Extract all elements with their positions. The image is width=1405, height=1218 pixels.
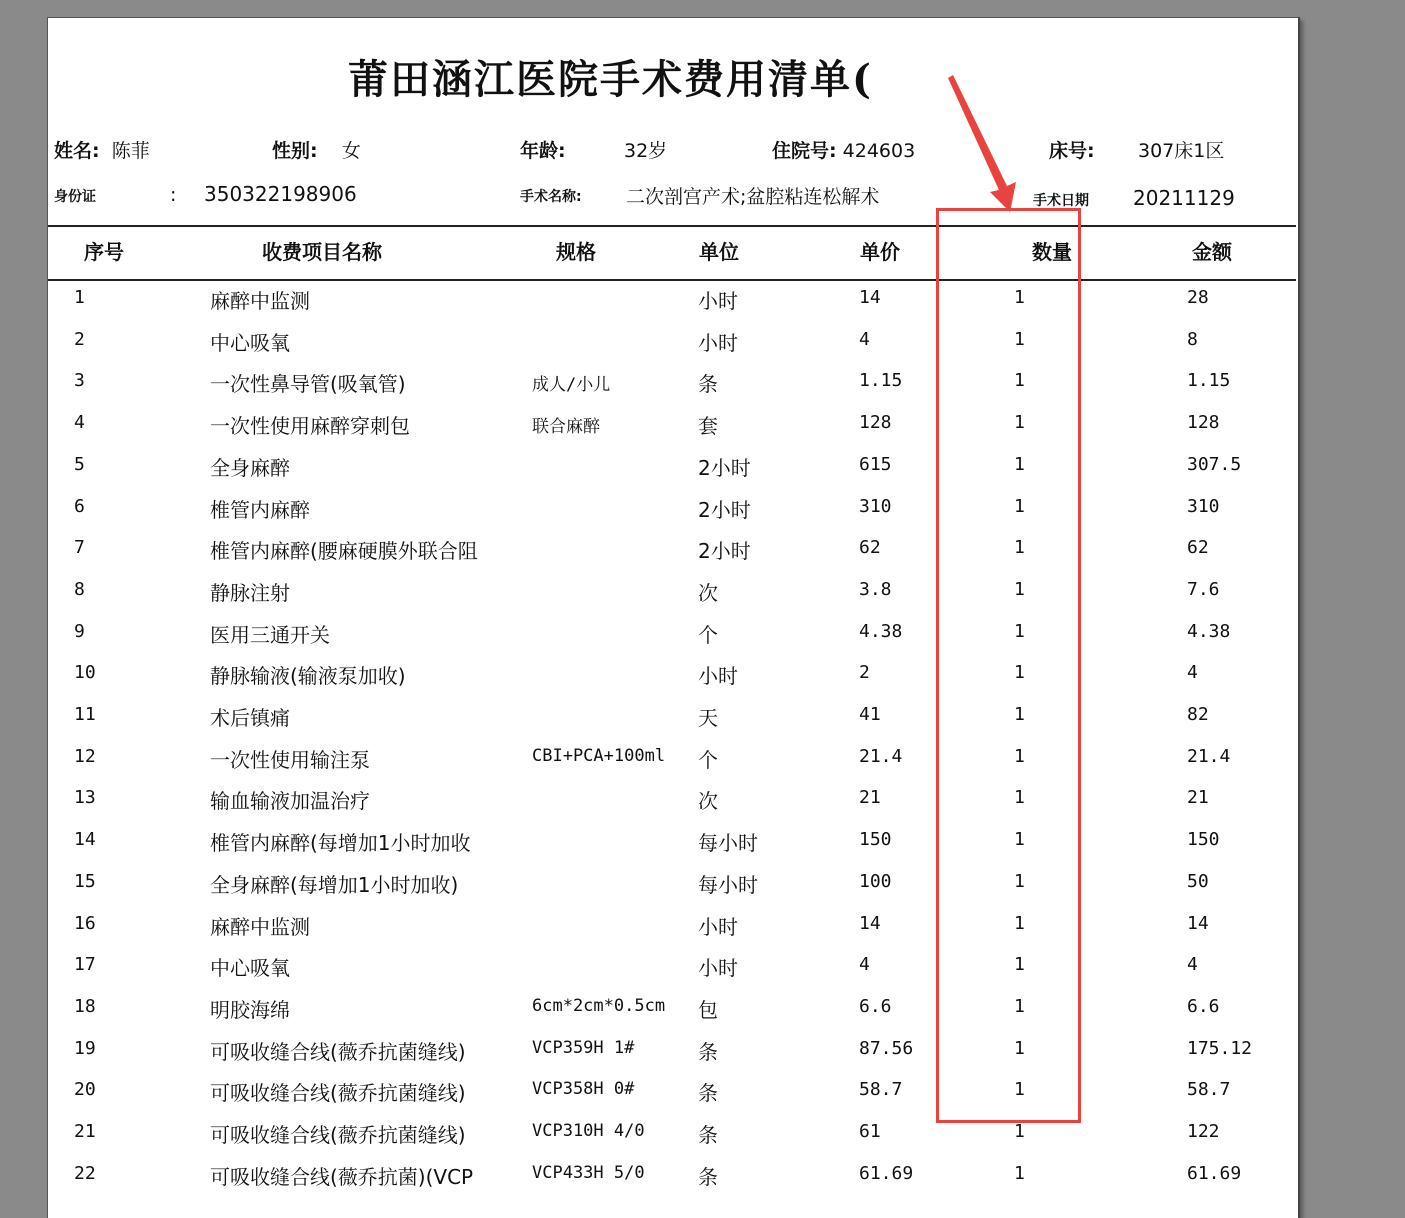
col-header-amount: 金额 bbox=[1192, 240, 1232, 264]
cell-name: 输血输液加温治疗 bbox=[210, 789, 370, 814]
cell-unit: 次 bbox=[698, 580, 718, 605]
cell-qty: 1 bbox=[1014, 870, 1025, 892]
cell-name: 椎管内麻醉(腰麻硬膜外联合阻 bbox=[210, 539, 478, 564]
cell-price: 310 bbox=[859, 495, 892, 517]
cell-name: 可吸收缝合线(薇乔抗菌缝线) bbox=[210, 1081, 466, 1106]
age-value: 32岁 bbox=[624, 140, 668, 162]
col-header-price: 单价 bbox=[860, 240, 900, 264]
cell-unit: 2小时 bbox=[698, 497, 751, 522]
bed-field bbox=[1049, 136, 1095, 163]
cell-name: 一次性使用输注泵 bbox=[210, 747, 370, 772]
cell-unit: 每小时 bbox=[698, 872, 758, 897]
cell-qty: 1 bbox=[1014, 1162, 1025, 1184]
cell-qty: 1 bbox=[1014, 537, 1025, 559]
cell-unit: 条 bbox=[698, 1164, 718, 1189]
col-header-unit: 单位 bbox=[699, 240, 739, 264]
cell-no: 11 bbox=[74, 704, 96, 725]
cell-unit: 套 bbox=[698, 414, 718, 439]
admission-label: 住院号: bbox=[772, 140, 837, 162]
surgery-date-label: 手术日期 bbox=[1033, 193, 1089, 209]
cell-no: 10 bbox=[74, 662, 96, 684]
surgery-date-value: 20211129 bbox=[1133, 186, 1235, 210]
cell-amount: 8 bbox=[1187, 328, 1198, 350]
cell-qty: 1 bbox=[1014, 453, 1025, 475]
cell-unit: 个 bbox=[698, 622, 718, 647]
cell-name: 静脉输液(输液泵加收) bbox=[210, 664, 406, 689]
surgery-label: 手术名称: bbox=[520, 189, 582, 205]
cell-name: 麻醉中监测 bbox=[210, 914, 310, 939]
admission-field bbox=[772, 136, 915, 163]
cell-amount: 122 bbox=[1187, 1121, 1220, 1142]
table-row bbox=[48, 404, 1296, 446]
cell-unit: 条 bbox=[698, 1081, 718, 1106]
table-row bbox=[48, 654, 1296, 696]
table-row bbox=[48, 696, 1296, 738]
cell-no: 17 bbox=[74, 954, 96, 976]
cell-amount: 62 bbox=[1187, 537, 1209, 559]
cell-unit: 小时 bbox=[698, 289, 738, 313]
cell-amount: 307.5 bbox=[1187, 453, 1242, 475]
cell-amount: 1.15 bbox=[1187, 370, 1231, 392]
table-row bbox=[48, 446, 1296, 488]
cell-unit: 小时 bbox=[698, 956, 738, 981]
gender-label: 性别: bbox=[272, 140, 318, 162]
cell-qty: 1 bbox=[1014, 328, 1025, 350]
cell-price: 58.7 bbox=[859, 1079, 903, 1101]
cell-unit: 条 bbox=[698, 372, 718, 397]
table-row bbox=[48, 571, 1296, 613]
cell-amount: 82 bbox=[1187, 704, 1209, 725]
cell-unit: 条 bbox=[698, 1039, 718, 1064]
table-row bbox=[48, 821, 1296, 863]
cell-no: 19 bbox=[74, 1037, 96, 1059]
age-field bbox=[520, 136, 566, 163]
cell-price: 2 bbox=[859, 662, 870, 684]
id-label-field bbox=[54, 184, 96, 206]
cell-amount: 61.69 bbox=[1187, 1162, 1242, 1184]
cell-unit: 每小时 bbox=[698, 831, 758, 856]
cell-unit: 天 bbox=[698, 706, 718, 730]
cell-amount: 14 bbox=[1187, 912, 1209, 934]
cell-spec: 成人/小儿 bbox=[532, 375, 611, 396]
cell-qty: 1 bbox=[1014, 704, 1025, 725]
name-field bbox=[54, 136, 150, 163]
cell-price: 4 bbox=[859, 328, 870, 350]
cell-no: 8 bbox=[74, 578, 85, 600]
cell-qty: 1 bbox=[1014, 495, 1025, 517]
cell-amount: 128 bbox=[1187, 412, 1220, 434]
cell-name: 中心吸氧 bbox=[210, 956, 290, 981]
cell-name: 椎管内麻醉(每增加1小时加收 bbox=[210, 831, 471, 856]
surgery-value: 二次剖宫产术;盆腔粘连松解术 bbox=[626, 186, 880, 208]
cell-name: 中心吸氧 bbox=[210, 330, 290, 355]
cell-amount: 21.4 bbox=[1187, 745, 1231, 767]
cell-name: 全身麻醉 bbox=[210, 455, 290, 480]
name-label: 姓名: bbox=[54, 140, 100, 162]
table-row bbox=[48, 529, 1296, 571]
cell-unit: 2小时 bbox=[698, 455, 751, 480]
cell-price: 128 bbox=[859, 412, 892, 434]
cell-unit: 条 bbox=[698, 1123, 718, 1147]
cell-qty: 1 bbox=[1014, 995, 1025, 1017]
col-header-name: 收费项目名称 bbox=[262, 240, 382, 264]
document-title: 莆田涵江医院手术费用清单( bbox=[348, 56, 873, 103]
id-label: 身份证 bbox=[54, 189, 96, 205]
table-row bbox=[48, 905, 1296, 947]
cell-price: 4 bbox=[859, 954, 870, 976]
cell-spec: VCP359H 1# bbox=[532, 1037, 635, 1058]
cell-unit: 小时 bbox=[698, 914, 738, 939]
cell-qty: 1 bbox=[1014, 912, 1025, 934]
cell-qty: 1 bbox=[1014, 620, 1025, 642]
cell-no: 18 bbox=[74, 995, 96, 1017]
cell-qty: 1 bbox=[1014, 578, 1025, 600]
table-row bbox=[48, 863, 1296, 905]
cell-no: 5 bbox=[74, 453, 85, 475]
table-row bbox=[48, 1071, 1296, 1113]
cell-price: 150 bbox=[859, 829, 892, 851]
cell-no: 4 bbox=[74, 412, 85, 434]
cell-name: 一次性鼻导管(吸氧管) bbox=[210, 372, 406, 397]
id-value: 350322198906 bbox=[204, 182, 357, 206]
table-row bbox=[48, 779, 1296, 821]
cell-no: 13 bbox=[74, 787, 96, 809]
table-row bbox=[48, 1113, 1296, 1155]
cell-price: 87.56 bbox=[859, 1037, 914, 1059]
cell-name: 可吸收缝合线(薇乔抗菌缝线) bbox=[210, 1123, 466, 1147]
cell-amount: 150 bbox=[1187, 829, 1220, 851]
cell-name: 可吸收缝合线(薇乔抗菌缝线) bbox=[210, 1039, 466, 1064]
cell-no: 22 bbox=[74, 1162, 96, 1184]
cell-qty: 1 bbox=[1014, 745, 1025, 767]
date-label-field bbox=[1033, 188, 1089, 210]
cell-unit: 包 bbox=[698, 997, 718, 1022]
cell-name: 医用三通开关 bbox=[210, 622, 330, 647]
cell-price: 41 bbox=[859, 704, 881, 725]
cell-spec: CBI+PCA+100ml bbox=[532, 745, 666, 766]
cell-no: 15 bbox=[74, 870, 96, 892]
cell-amount: 6.6 bbox=[1187, 995, 1220, 1017]
table-row bbox=[48, 1030, 1296, 1072]
cell-no: 16 bbox=[74, 912, 96, 934]
cell-price: 4.38 bbox=[859, 620, 903, 642]
cell-price: 1.15 bbox=[859, 370, 903, 392]
cell-spec: 6cm*2cm*0.5cm bbox=[532, 995, 666, 1016]
cell-no: 21 bbox=[74, 1121, 96, 1142]
cell-price: 100 bbox=[859, 870, 892, 892]
table-row bbox=[48, 1155, 1296, 1197]
gender-field bbox=[272, 136, 361, 163]
table-row bbox=[48, 488, 1296, 530]
cell-qty: 1 bbox=[1014, 954, 1025, 976]
cell-amount: 175.12 bbox=[1187, 1037, 1253, 1059]
cell-name: 可吸收缝合线(薇乔抗菌)(VCP bbox=[210, 1164, 474, 1189]
cell-price: 6.6 bbox=[859, 995, 892, 1017]
cell-qty: 1 bbox=[1014, 287, 1025, 308]
admission-value: 424603 bbox=[842, 140, 916, 162]
col-header-no: 序号 bbox=[84, 240, 124, 264]
cell-price: 21 bbox=[859, 787, 881, 809]
cell-no: 1 bbox=[74, 287, 85, 308]
cell-qty: 1 bbox=[1014, 787, 1025, 809]
cell-no: 3 bbox=[74, 370, 85, 392]
cell-amount: 4 bbox=[1187, 954, 1198, 976]
cell-amount: 4 bbox=[1187, 662, 1198, 684]
cell-amount: 50 bbox=[1187, 870, 1209, 892]
cell-amount: 58.7 bbox=[1187, 1079, 1231, 1101]
cell-qty: 1 bbox=[1014, 1121, 1025, 1142]
cell-qty: 1 bbox=[1014, 370, 1025, 392]
cell-price: 14 bbox=[859, 287, 881, 308]
age-label: 年龄: bbox=[520, 140, 566, 162]
table-row bbox=[48, 738, 1296, 780]
cell-name: 全身麻醉(每增加1小时加收) bbox=[210, 872, 459, 897]
table-row bbox=[48, 946, 1296, 988]
cell-no: 6 bbox=[74, 495, 85, 517]
cell-qty: 1 bbox=[1014, 412, 1025, 434]
cell-name: 一次性使用麻醉穿刺包 bbox=[210, 414, 410, 439]
cell-unit: 次 bbox=[698, 789, 718, 814]
cell-qty: 1 bbox=[1014, 1079, 1025, 1101]
cell-spec: VCP433H 5/0 bbox=[532, 1162, 645, 1183]
cell-price: 21.4 bbox=[859, 745, 903, 767]
cell-no: 14 bbox=[74, 829, 96, 851]
table-row bbox=[48, 279, 1296, 321]
cell-price: 61.69 bbox=[859, 1162, 914, 1184]
bed-label: 床号: bbox=[1049, 140, 1095, 162]
cell-unit: 2小时 bbox=[698, 539, 751, 564]
cell-amount: 7.6 bbox=[1187, 578, 1220, 600]
cell-name: 麻醉中监测 bbox=[210, 289, 310, 313]
cell-qty: 1 bbox=[1014, 829, 1025, 851]
cell-name: 明胶海绵 bbox=[210, 997, 290, 1022]
cell-unit: 小时 bbox=[698, 330, 738, 355]
table-row bbox=[48, 988, 1296, 1030]
cell-qty: 1 bbox=[1014, 662, 1025, 684]
cell-no: 9 bbox=[74, 620, 85, 642]
cell-amount: 28 bbox=[1187, 287, 1209, 308]
cell-price: 14 bbox=[859, 912, 881, 934]
cell-price: 62 bbox=[859, 537, 881, 559]
id-colon: : bbox=[170, 184, 177, 206]
gender-value: 女 bbox=[341, 140, 361, 162]
table-row bbox=[48, 321, 1296, 363]
cell-unit: 小时 bbox=[698, 664, 738, 689]
surgery-label-field bbox=[520, 184, 582, 206]
table-row bbox=[48, 362, 1296, 404]
cell-amount: 21 bbox=[1187, 787, 1209, 809]
cell-no: 20 bbox=[74, 1079, 96, 1101]
cell-price: 61 bbox=[859, 1121, 881, 1142]
cell-name: 椎管内麻醉 bbox=[210, 497, 310, 522]
cell-no: 12 bbox=[74, 745, 96, 767]
document-page bbox=[47, 17, 1300, 1218]
cell-price: 615 bbox=[859, 453, 892, 475]
cell-amount: 310 bbox=[1187, 495, 1220, 517]
cell-spec: 联合麻醉 bbox=[532, 417, 600, 438]
col-header-spec: 规格 bbox=[556, 240, 596, 264]
cell-no: 2 bbox=[74, 328, 85, 350]
cell-qty: 1 bbox=[1014, 1037, 1025, 1059]
col-header-qty: 数量 bbox=[1032, 240, 1072, 264]
cell-spec: VCP358H 0# bbox=[532, 1079, 635, 1100]
cell-price: 3.8 bbox=[859, 578, 892, 600]
name-value: 陈菲 bbox=[111, 140, 150, 162]
cell-spec: VCP310H 4/0 bbox=[532, 1121, 645, 1141]
cell-name: 术后镇痛 bbox=[210, 706, 290, 730]
cell-unit: 个 bbox=[698, 747, 718, 772]
table-row bbox=[48, 613, 1296, 655]
cell-name: 静脉注射 bbox=[210, 580, 290, 605]
bed-value: 307床1区 bbox=[1138, 140, 1225, 162]
header-top-rule bbox=[48, 225, 1296, 227]
cell-amount: 4.38 bbox=[1187, 620, 1231, 642]
cell-no: 7 bbox=[74, 537, 85, 559]
